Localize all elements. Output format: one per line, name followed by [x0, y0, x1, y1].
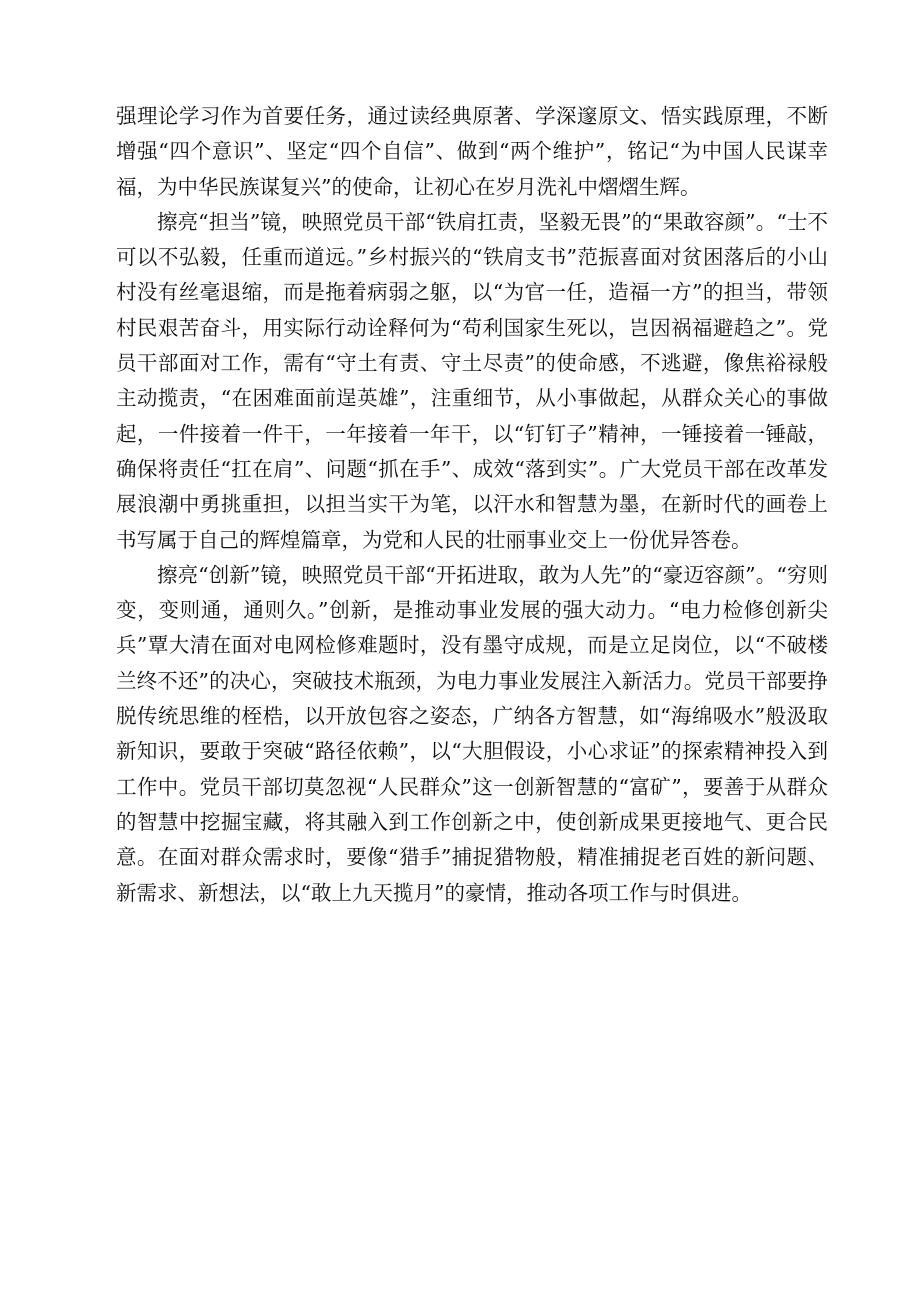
paragraph-1: 强理论学习作为首要任务，通过读经典原著、学深邃原文、悟实践原理，不断增强“四个意识”、坚定“四个自信”、做到“两个维护”，铭记“为中国人民谋幸福，为中华民族谋复兴”的使命，让初心在岁月洗礼中熠熠生辉。 — [116, 104, 828, 199]
document-body — [116, 99, 828, 911]
paragraph-3: 擦亮“创新”镜，映照党员干部“开拓进取，敢为人先”的“豪迈容颜”。“穷则变，变则通，通则久。”创新，是推动事业发展的强大动力。“电力检修创新尖兵”覃大清在面对电网检修难题时，没有墨守成规，而是立足岗位，以“不破楼兰终不还”的决心，突破技术瓶颈，为电力事业发展注入新活力。党员干部要挣脱传统思维的桎梏，以开放包容之姿态，广纳各方智慧，如“海绵吸水”般汲取新知识，要敢于突破“路径依赖”，以“大胆假设，小心求证”的探索精神投入到工作中。党员干部切莫忽视“人民群众”这一创新智慧的“富矿”，要善于从群众的智慧中挖掘宝藏，将其融入到工作创新之中，使创新成果更接地气、更合民意。在面对群众需求时，要像“猎手”捕捉猎物般，精准捕捉老百姓的新问题、新需求、新想法，以“敢上九天揽月”的豪情，推动各项工作与时俱进。 — [116, 562, 828, 905]
paragraph-2: 擦亮“担当”镜，映照党员干部“铁肩扛责，坚毅无畏”的“果敢容颜”。“士不可以不弘毅，任重而道远。”乡村振兴的“铁肩支书”范振喜面对贫困落后的小山村没有丝毫退缩，而是拖着病弱之躯，以“为官一任，造福一方”的担当，带领村民艰苦奋斗，用实际行动诠释何为“苟利国家生死以，岂因祸福避趋之”。党员干部面对工作，需有“守土有责、守土尽责”的使命感，不逃避，像焦裕禄般主动揽责，“在困难面前逞英雄”，注重细节，从小事做起，从群众关心的事做起，一件接着一件干，一年接着一年干，以“钉钉子”精神，一锤接着一锤敲，确保将责任“扛在肩”、问题“抓在手”、成效“落到实”。广大党员干部在改革发展浪潮中勇挑重担，以担当实干为笔，以汗水和智慧为墨，在新时代的画卷上书写属于自己的辉煌篇章，为党和人民的壮丽事业交上一份优异答卷。 — [116, 209, 828, 552]
